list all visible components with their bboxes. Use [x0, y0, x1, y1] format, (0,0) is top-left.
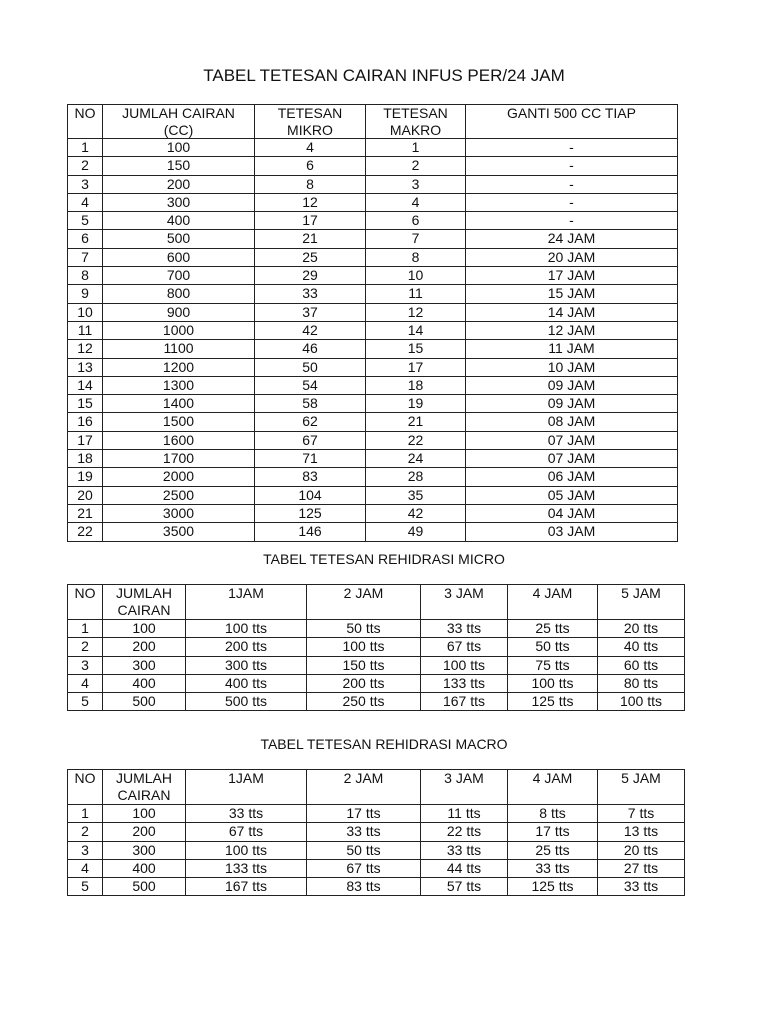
table-cell: 400	[103, 859, 186, 877]
table-cell: 200 tts	[186, 638, 307, 656]
table-cell: 44 tts	[421, 859, 508, 877]
table-cell: 400 tts	[186, 674, 307, 692]
table-cell: 1400	[103, 395, 255, 413]
column-header	[598, 585, 685, 620]
table-cell: 07 JAM	[466, 431, 678, 449]
table-row	[68, 285, 678, 303]
table-row	[68, 376, 678, 394]
table-cell: 14	[68, 376, 103, 394]
table-row	[68, 157, 678, 175]
table-cell: 46	[255, 340, 366, 358]
column-header-text: (CC)	[163, 121, 194, 138]
table-cell: 12 JAM	[466, 321, 678, 339]
table-cell: 15 JAM	[466, 285, 678, 303]
table-row	[68, 878, 685, 896]
table-row	[68, 674, 685, 692]
table-cell: 1	[366, 139, 466, 157]
table-cell: 300	[103, 193, 255, 211]
table-cell: 167 tts	[421, 693, 508, 711]
column-header-text: 1JAM	[228, 585, 264, 601]
table-cell: 4	[68, 859, 103, 877]
column-header	[421, 770, 508, 805]
table-cell: 104	[255, 486, 366, 504]
table-cell: 20 JAM	[466, 248, 678, 266]
column-header-text: 5 JAM	[621, 585, 661, 601]
column-header-text: CAIRAN	[117, 786, 171, 803]
table-cell: 4	[68, 193, 103, 211]
table-cell: 1	[68, 620, 103, 638]
table-cell: 133 tts	[421, 674, 508, 692]
table-row	[68, 693, 685, 711]
table-cell: 500	[103, 878, 186, 896]
table-cell: 500	[103, 693, 186, 711]
table-header-row	[68, 105, 678, 139]
table-row	[68, 486, 678, 504]
table-cell: 3	[68, 841, 103, 859]
table-cell: 28	[366, 468, 466, 486]
table-cell: 200	[103, 638, 186, 656]
table-cell: 1	[68, 805, 103, 823]
table-cell: 50 tts	[508, 638, 598, 656]
table-cell: 3500	[103, 523, 255, 541]
table-cell: 7	[366, 230, 466, 248]
table-cell: 29	[255, 267, 366, 285]
table-cell: -	[466, 212, 678, 230]
table-cell: 17	[366, 358, 466, 376]
table-row	[68, 395, 678, 413]
table-cell: 67	[255, 431, 366, 449]
table-cell: 07 JAM	[466, 450, 678, 468]
table-row	[68, 620, 685, 638]
table-cell: 7 tts	[598, 805, 685, 823]
table-cell: 2	[68, 823, 103, 841]
table-row	[68, 303, 678, 321]
table-cell: 58	[255, 395, 366, 413]
table-cell: 1100	[103, 340, 255, 358]
table-cell: 37	[255, 303, 366, 321]
table-cell: 18	[366, 376, 466, 394]
table-cell: 300 tts	[186, 656, 307, 674]
column-header-text: 2 JAM	[343, 770, 384, 786]
table-cell: 133 tts	[186, 859, 307, 877]
table-cell: 4	[68, 674, 103, 692]
table-cell: 6	[255, 157, 366, 175]
table-cell: 800	[103, 285, 255, 303]
table-header-row	[68, 585, 685, 620]
table-row	[68, 468, 678, 486]
table-cell: 04 JAM	[466, 504, 678, 522]
table-cell: 14	[366, 321, 466, 339]
table-cell: 06 JAM	[466, 468, 678, 486]
table-header-row	[68, 770, 685, 805]
table-cell: 1500	[103, 413, 255, 431]
column-header-text: TETESAN	[383, 105, 448, 121]
table-cell: 67 tts	[186, 823, 307, 841]
table-cell: 17	[255, 212, 366, 230]
table-cell: 15	[68, 395, 103, 413]
table-cell: 13	[68, 358, 103, 376]
table-cell: 6	[366, 212, 466, 230]
table-cell: 24	[366, 450, 466, 468]
infusion-table-title: TABEL TETESAN CAIRAN INFUS PER/24 JAM	[203, 66, 565, 85]
table-cell: 2000	[103, 468, 255, 486]
table-cell: 200	[103, 175, 255, 193]
column-header-text: JUMLAH CAIRAN	[122, 105, 235, 121]
table-cell: 33 tts	[598, 878, 685, 896]
table-cell: 300	[103, 841, 186, 859]
table-cell: 42	[255, 321, 366, 339]
table-row	[68, 805, 685, 823]
table-cell: 71	[255, 450, 366, 468]
table-cell: 1200	[103, 358, 255, 376]
macro-rehydration-table-title: TABEL TETESAN REHIDRASI MACRO	[260, 736, 508, 752]
column-header-text: NO	[74, 585, 96, 601]
table-cell: 3	[366, 175, 466, 193]
table-cell: 125 tts	[508, 878, 598, 896]
column-header	[255, 105, 366, 139]
column-header-text: TETESAN	[277, 105, 343, 121]
column-header	[103, 770, 186, 805]
table-cell: 3000	[103, 504, 255, 522]
column-header-text: 5 JAM	[621, 770, 661, 786]
table-row	[68, 139, 678, 157]
column-header-text: 1JAM	[228, 770, 264, 786]
table-cell: 10 JAM	[466, 358, 678, 376]
table-row	[68, 823, 685, 841]
table-cell: 11 JAM	[466, 340, 678, 358]
table-row	[68, 175, 678, 193]
table-cell: 62	[255, 413, 366, 431]
table-cell: 2500	[103, 486, 255, 504]
table-cell: 08 JAM	[466, 413, 678, 431]
table-cell: 5	[68, 878, 103, 896]
table-cell: 8	[68, 267, 103, 285]
table-cell: 4	[255, 139, 366, 157]
table-cell: 19	[366, 395, 466, 413]
table-row	[68, 638, 685, 656]
table-cell: 5	[68, 693, 103, 711]
table-cell: 12	[68, 340, 103, 358]
table-cell: 125 tts	[508, 693, 598, 711]
column-header	[68, 585, 103, 620]
table-cell: 1	[68, 139, 103, 157]
table-row	[68, 248, 678, 266]
table-row	[68, 212, 678, 230]
table-cell: 100	[103, 139, 255, 157]
column-header	[103, 105, 255, 139]
table-cell: 83 tts	[307, 878, 421, 896]
table-cell: 11	[68, 321, 103, 339]
table-cell: 35	[366, 486, 466, 504]
table-cell: 49	[366, 523, 466, 541]
table-cell: 100 tts	[421, 656, 508, 674]
table-cell: 33 tts	[307, 823, 421, 841]
table-cell: 150 tts	[307, 656, 421, 674]
table-cell: 500 tts	[186, 693, 307, 711]
macro-rehydration-table	[67, 769, 685, 896]
table-cell: 150	[103, 157, 255, 175]
table-cell: 09 JAM	[466, 395, 678, 413]
table-cell: 33	[255, 285, 366, 303]
column-header	[421, 585, 508, 620]
column-header	[186, 770, 307, 805]
column-header-text: 4 JAM	[532, 585, 573, 601]
table-cell: 67 tts	[421, 638, 508, 656]
table-cell: 17 JAM	[466, 267, 678, 285]
column-header-text: NO	[74, 770, 96, 786]
table-cell: 400	[103, 674, 186, 692]
table-cell: 33 tts	[421, 841, 508, 859]
table-cell: 100	[103, 620, 186, 638]
table-cell: 1600	[103, 431, 255, 449]
table-cell: 50 tts	[307, 841, 421, 859]
table-cell: 25 tts	[508, 841, 598, 859]
table-cell: 20 tts	[598, 620, 685, 638]
column-header-text: MIKRO	[287, 121, 333, 138]
table-cell: 100 tts	[186, 620, 307, 638]
table-row	[68, 340, 678, 358]
table-row	[68, 504, 678, 522]
table-cell: 125	[255, 504, 366, 522]
table-cell: 12	[255, 193, 366, 211]
table-cell: -	[466, 157, 678, 175]
table-cell: 10	[68, 303, 103, 321]
column-header-text: 4 JAM	[532, 770, 573, 786]
column-header	[508, 770, 598, 805]
column-header	[68, 770, 103, 805]
column-header-text: 3 JAM	[444, 770, 484, 786]
column-header	[307, 585, 421, 620]
column-header	[508, 585, 598, 620]
table-row	[68, 413, 678, 431]
table-cell: 14 JAM	[466, 303, 678, 321]
table-cell: 900	[103, 303, 255, 321]
table-row	[68, 193, 678, 211]
table-cell: 20	[68, 486, 103, 504]
table-cell: -	[466, 175, 678, 193]
table-cell: 100 tts	[508, 674, 598, 692]
table-cell: 50	[255, 358, 366, 376]
table-cell: 50 tts	[307, 620, 421, 638]
table-cell: 6	[68, 230, 103, 248]
column-header-text: JUMLAH	[115, 585, 172, 601]
table-cell: 80 tts	[598, 674, 685, 692]
table-cell: 05 JAM	[466, 486, 678, 504]
column-header-text: GANTI 500 CC TIAP	[507, 105, 636, 121]
table-row	[68, 431, 678, 449]
table-cell: 2	[68, 638, 103, 656]
table-cell: 33 tts	[186, 805, 307, 823]
table-cell: 21	[255, 230, 366, 248]
table-cell: 167 tts	[186, 878, 307, 896]
table-cell: -	[466, 193, 678, 211]
column-header	[466, 105, 678, 139]
table-cell: 17	[68, 431, 103, 449]
table-cell: 10	[366, 267, 466, 285]
column-header-text: MAKRO	[389, 121, 442, 138]
table-row	[68, 321, 678, 339]
table-cell: 100 tts	[186, 841, 307, 859]
table-cell: 21	[68, 504, 103, 522]
table-cell: 17 tts	[508, 823, 598, 841]
table-cell: 03 JAM	[466, 523, 678, 541]
table-cell: 400	[103, 212, 255, 230]
table-cell: 11 tts	[421, 805, 508, 823]
table-cell: 75 tts	[508, 656, 598, 674]
table-cell: 8	[255, 175, 366, 193]
table-cell: 600	[103, 248, 255, 266]
table-cell: 42	[366, 504, 466, 522]
table-row	[68, 841, 685, 859]
table-cell: 22	[366, 431, 466, 449]
table-cell: 4	[366, 193, 466, 211]
table-cell: 100 tts	[598, 693, 685, 711]
table-cell: 15	[366, 340, 466, 358]
table-cell: 67 tts	[307, 859, 421, 877]
column-header	[68, 105, 103, 139]
micro-rehydration-table-title: TABEL TETESAN REHIDRASI MICRO	[263, 551, 505, 567]
column-header	[307, 770, 421, 805]
table-cell: 20 tts	[598, 841, 685, 859]
table-cell: 700	[103, 267, 255, 285]
column-header-text: CAIRAN	[117, 601, 171, 618]
table-row	[68, 656, 685, 674]
table-cell: 24 JAM	[466, 230, 678, 248]
table-cell: 7	[68, 248, 103, 266]
table-cell: 100 tts	[307, 638, 421, 656]
table-cell: 1700	[103, 450, 255, 468]
table-cell: 22 tts	[421, 823, 508, 841]
table-cell: 33 tts	[421, 620, 508, 638]
table-cell: 22	[68, 523, 103, 541]
table-row	[68, 267, 678, 285]
table-cell: 1000	[103, 321, 255, 339]
column-header	[598, 770, 685, 805]
column-header	[103, 585, 186, 620]
table-cell: 3	[68, 175, 103, 193]
table-cell: 11	[366, 285, 466, 303]
table-row	[68, 358, 678, 376]
table-cell: 18	[68, 450, 103, 468]
table-row	[68, 859, 685, 877]
table-cell: 100	[103, 805, 186, 823]
column-header-text: JUMLAH	[115, 770, 172, 786]
table-cell: 200 tts	[307, 674, 421, 692]
table-cell: 500	[103, 230, 255, 248]
table-cell: 83	[255, 468, 366, 486]
table-cell: 25 tts	[508, 620, 598, 638]
column-header-text: NO	[74, 105, 96, 121]
table-cell: 27 tts	[598, 859, 685, 877]
table-cell: 8	[366, 248, 466, 266]
micro-rehydration-table	[67, 584, 685, 711]
table-cell: 2	[366, 157, 466, 175]
table-cell: 17 tts	[307, 805, 421, 823]
table-cell: 250 tts	[307, 693, 421, 711]
table-cell: 8 tts	[508, 805, 598, 823]
table-cell: 40 tts	[598, 638, 685, 656]
table-cell: 3	[68, 656, 103, 674]
column-header	[186, 585, 307, 620]
table-cell: 19	[68, 468, 103, 486]
table-cell: 21	[366, 413, 466, 431]
table-cell: 54	[255, 376, 366, 394]
table-cell: 9	[68, 285, 103, 303]
table-cell: 146	[255, 523, 366, 541]
table-cell: 09 JAM	[466, 376, 678, 394]
table-cell: 60 tts	[598, 656, 685, 674]
table-cell: 300	[103, 656, 186, 674]
table-cell: 16	[68, 413, 103, 431]
table-cell: -	[466, 139, 678, 157]
table-row	[68, 230, 678, 248]
column-header-text: 2 JAM	[343, 585, 384, 601]
table-cell: 57 tts	[421, 878, 508, 896]
column-header-text: 3 JAM	[444, 585, 484, 601]
table-cell: 200	[103, 823, 186, 841]
table-cell: 13 tts	[598, 823, 685, 841]
table-cell: 5	[68, 212, 103, 230]
table-cell: 1300	[103, 376, 255, 394]
table-cell: 33 tts	[508, 859, 598, 877]
infusion-drip-table	[67, 104, 678, 542]
table-cell: 12	[366, 303, 466, 321]
column-header	[366, 105, 466, 139]
table-row	[68, 450, 678, 468]
table-row	[68, 523, 678, 541]
table-cell: 25	[255, 248, 366, 266]
table-cell: 2	[68, 157, 103, 175]
